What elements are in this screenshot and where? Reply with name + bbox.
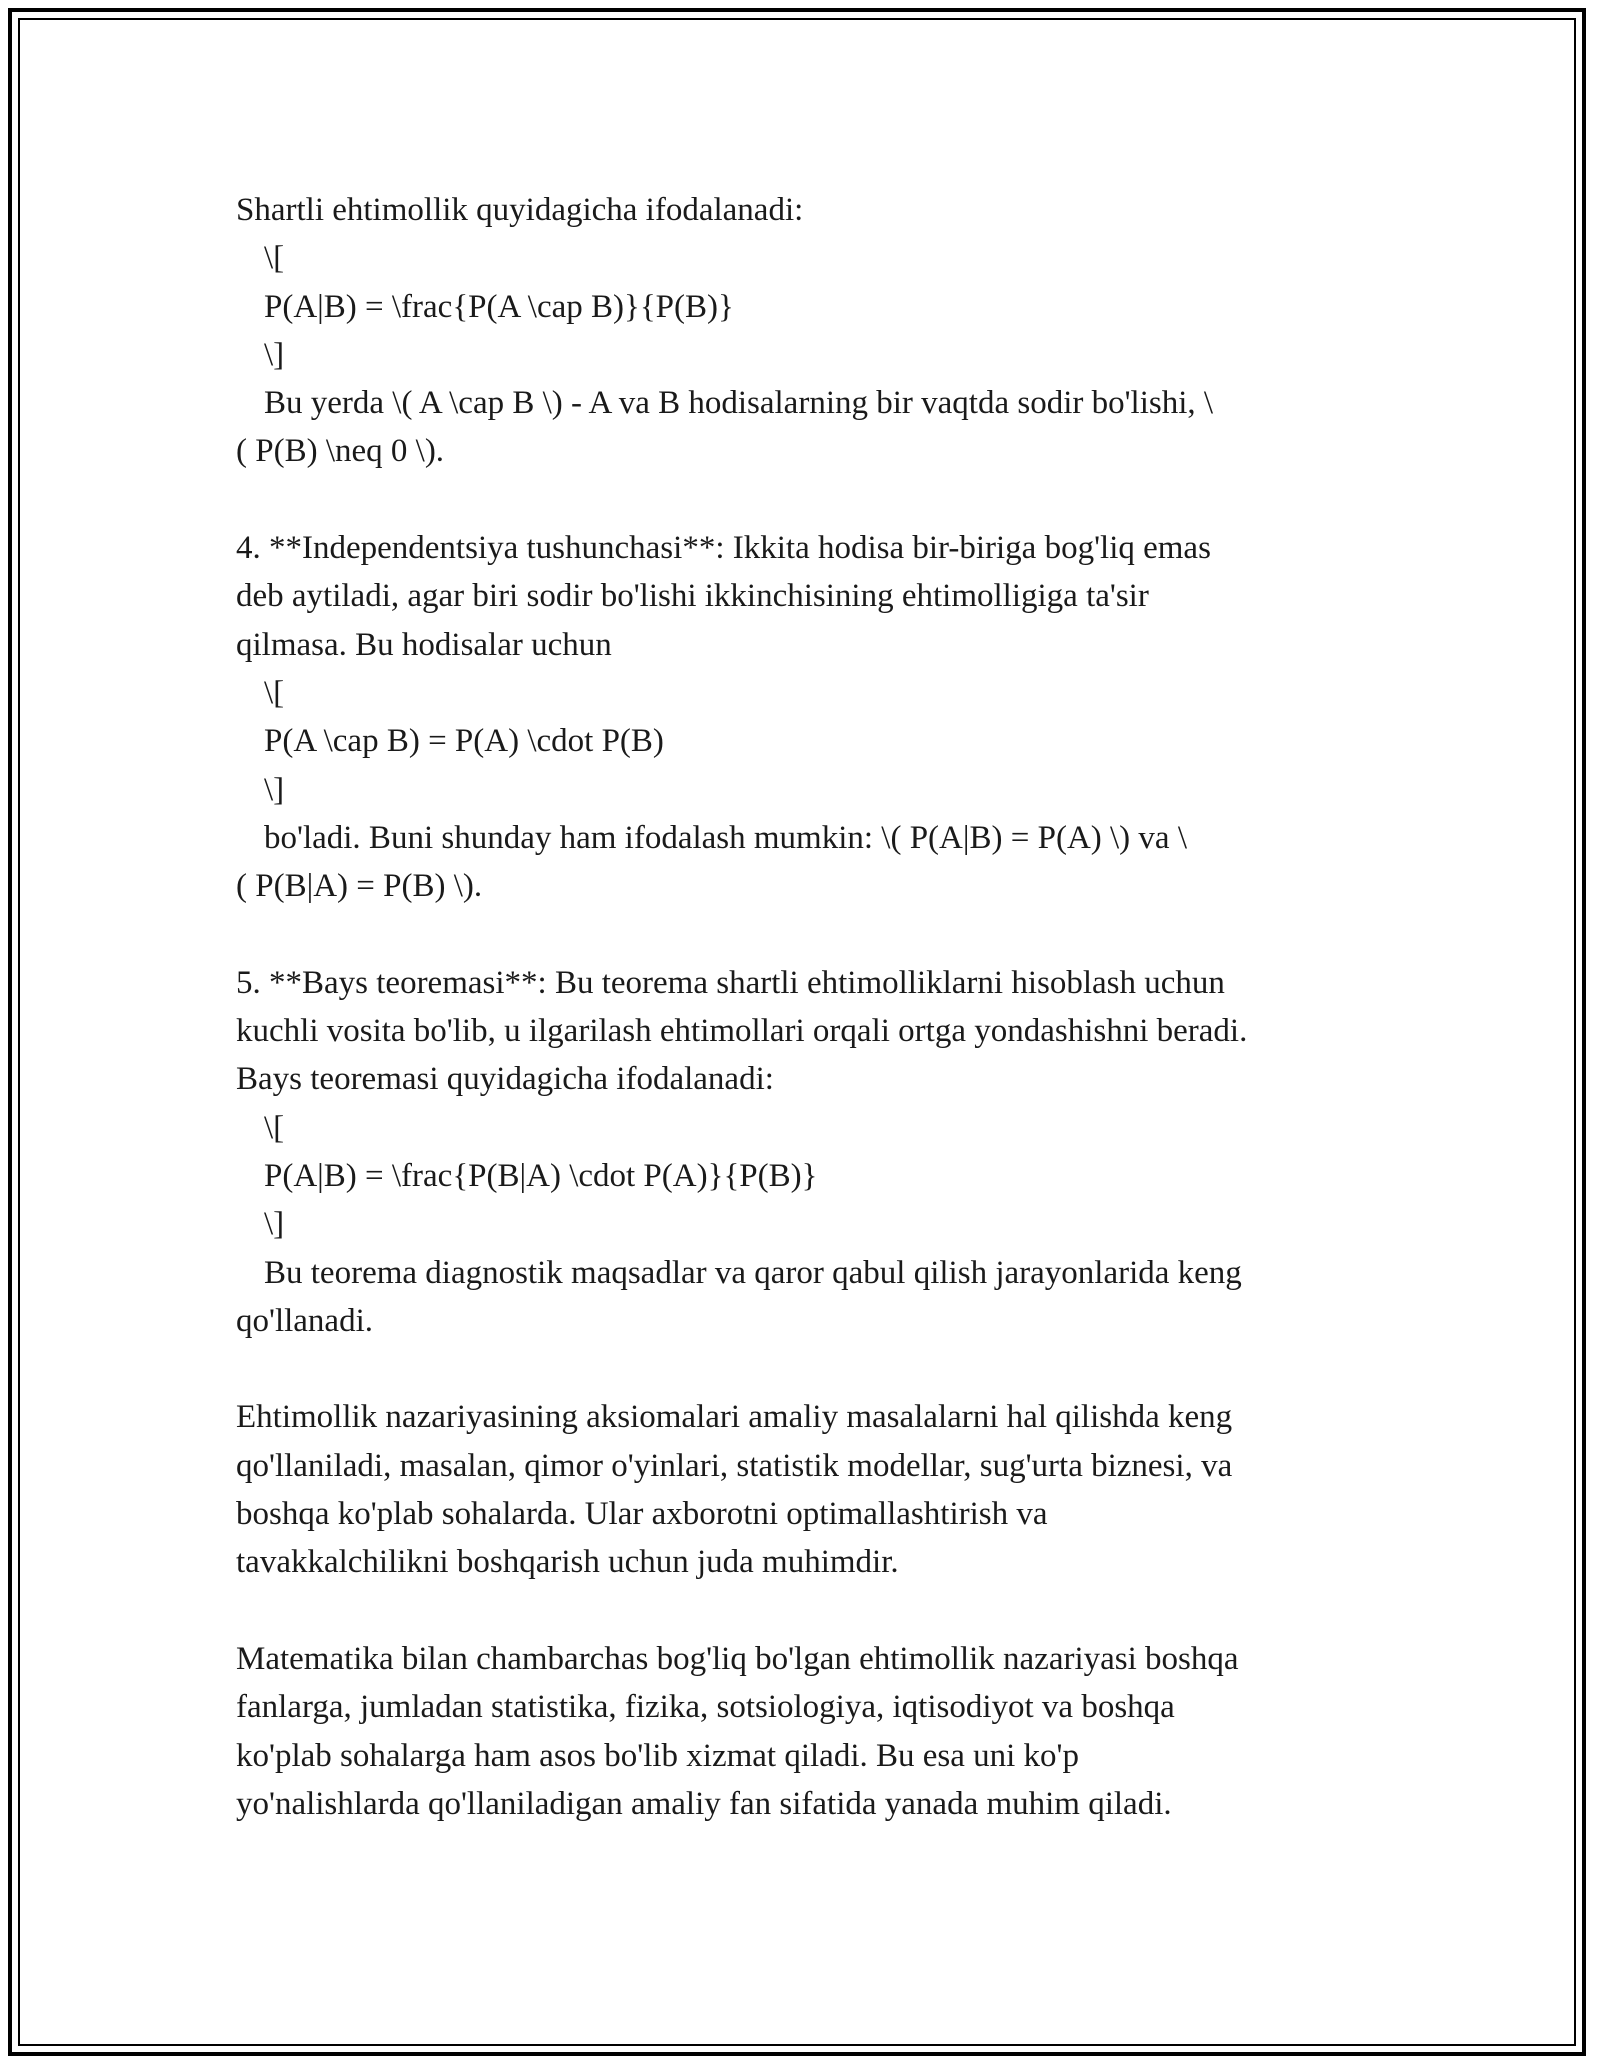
paragraph-conditional-probability xyxy=(236,186,1376,476)
text-line: tavakkalchilikni boshqarish uchun juda muhimdir. xyxy=(236,1544,899,1581)
text-line: qo'llaniladi, masalan, qimor o'yinlari, statistik modellar, sug'urta biznesi, va xyxy=(236,1447,1233,1484)
paragraph-gap xyxy=(236,476,1376,524)
text-line: Shartli ehtimollik quyidagicha ifodalanadi: xyxy=(236,192,804,228)
formula-independence: P(A \cap B) = P(A) \cdot P(B) xyxy=(264,723,664,760)
paragraph-gap xyxy=(236,1587,1376,1635)
formula-open-bracket: \[ xyxy=(264,674,285,711)
text-line: ( P(B|A) = P(B) \). xyxy=(236,868,483,905)
text-line: Bays teoremasi quyidagicha ifodalanadi: xyxy=(236,1061,774,1098)
text-line: Bu yerda \( A \cap B \) - A va B hodisalarning bir vaqtda sodir bo'lishi, \ xyxy=(264,385,1214,422)
text-line: kuchli vosita bo'lib, u ilgarilash ehtimollari orqali ortga yondashishni beradi. xyxy=(236,1013,1248,1050)
text-line: 4. **Independentsiya tushunchasi**: Ikkita hodisa bir-biriga bog'liq emas xyxy=(236,530,1211,567)
text-line: 5. **Bays teoremasi**: Bu teorema shartli ehtimolliklarni hisoblash uchun xyxy=(236,964,1225,1001)
paragraph-conclusion xyxy=(236,1635,1376,1828)
formula-close-bracket: \] xyxy=(264,771,285,808)
document-body xyxy=(236,186,1376,1828)
paragraph-gap xyxy=(236,910,1376,958)
formula-conditional-probability: P(A|B) = \frac{P(A \cap B)}{P(B)} xyxy=(264,288,734,325)
formula-open-bracket: \[ xyxy=(264,1109,285,1146)
paragraph-axioms-application xyxy=(236,1393,1376,1586)
text-line: Matematika bilan chambarchas bog'liq bo'lgan ehtimollik nazariyasi boshqa xyxy=(236,1640,1239,1677)
formula-close-bracket: \] xyxy=(264,336,285,373)
text-line: qilmasa. Bu hodisalar uchun xyxy=(236,626,612,663)
text-line: yo'nalishlarda qo'llaniladigan amaliy fan sifatida yanada muhim qiladi. xyxy=(236,1785,1172,1822)
text-line: qo'llanadi. xyxy=(236,1302,373,1339)
text-line: fanlarga, jumladan statistika, fizika, sotsiologiya, iqtisodiyot va boshqa xyxy=(236,1689,1175,1726)
text-line: Ehtimollik nazariyasining aksiomalari amaliy masalalarni hal qilishda keng xyxy=(236,1399,1233,1436)
paragraph-gap xyxy=(236,1345,1376,1393)
formula-open-bracket: \[ xyxy=(264,240,285,277)
paragraph-independence xyxy=(236,524,1376,910)
text-line: Bu teorema diagnostik maqsadlar va qaror qabul qilish jarayonlarida keng xyxy=(264,1254,1242,1291)
text-line: boshqa ko'plab sohalarda. Ular axborotni optimallashtirish va xyxy=(236,1496,1048,1533)
paragraph-bayes-theorem xyxy=(236,959,1376,1345)
formula-close-bracket: \] xyxy=(264,1206,285,1243)
formula-bayes: P(A|B) = \frac{P(B|A) \cdot P(A)}{P(B)} xyxy=(264,1157,818,1194)
text-line: bo'ladi. Buni shunday ham ifodalash mumkin: \( P(A|B) = P(A) \) va \ xyxy=(264,819,1187,856)
text-line: ko'plab sohalarga ham asos bo'lib xizmat qiladi. Bu esa uni ko'p xyxy=(236,1737,1079,1774)
text-line: deb aytiladi, agar biri sodir bo'lishi ikkinchisining ehtimolligiga ta'sir xyxy=(236,578,1149,615)
text-line: ( P(B) \neq 0 \). xyxy=(236,433,445,470)
